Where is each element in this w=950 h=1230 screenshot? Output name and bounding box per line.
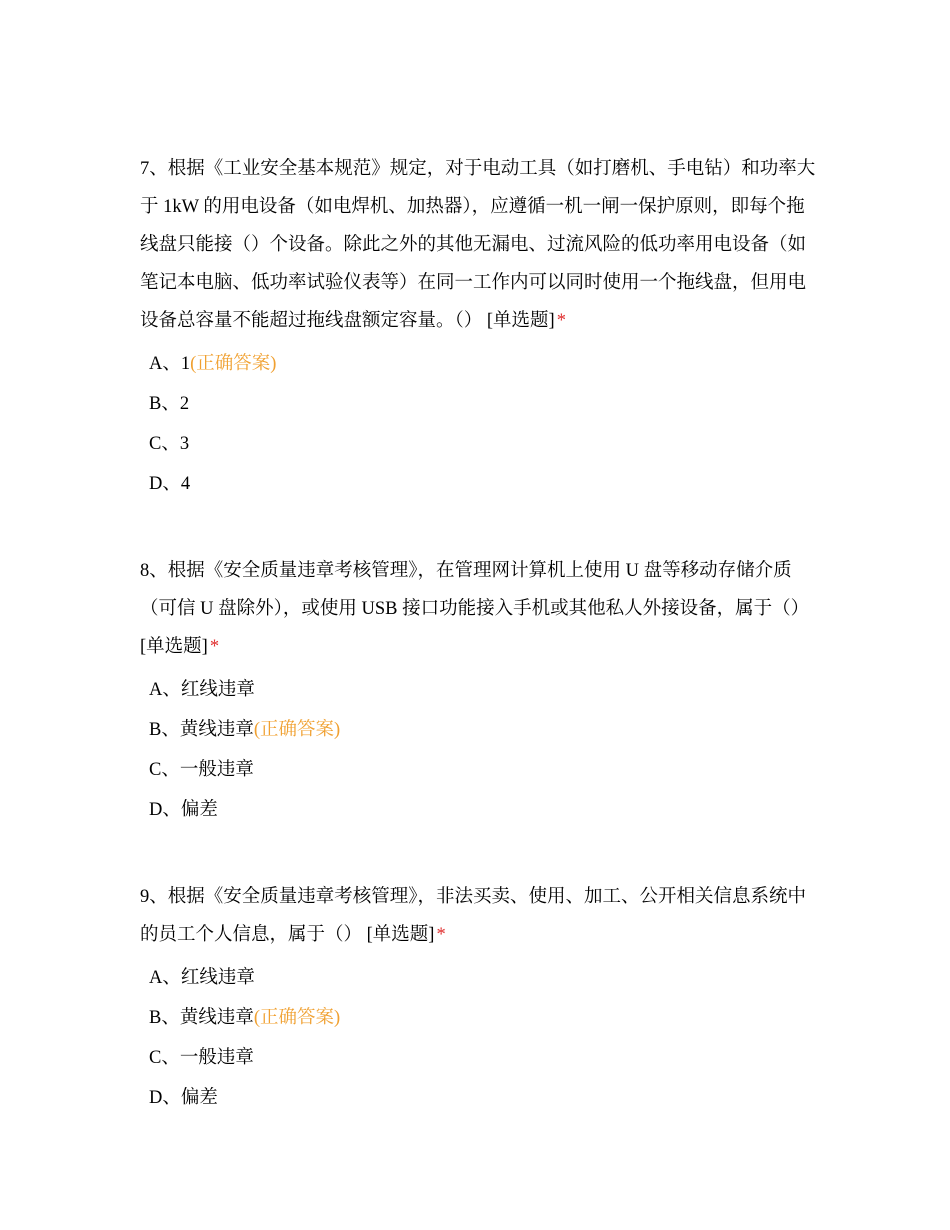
option-d[interactable] [140,790,820,830]
option-list [140,344,820,504]
survey-page [140,150,820,1166]
required-mark: * [436,925,446,945]
question-stem: 7、根据《工业安全基本规范》规定，对于电动工具（如打磨机、手电钻）和功率大于 1kW 的用电设备（如电焊机、加热器），应遵循一机一闸一保护原则，即每个拖线盘只能接（）个设备。除此之外的其他无漏电、过流风险的低功率用电设备（如笔记本电脑、低功率试验仪表等）在同一工作内可以同时使用一个拖线盘，但用电设备总容量不能超过拖线盘额定容量。（） [140,159,816,331]
option-a[interactable] [140,670,820,710]
option-b[interactable] [140,710,820,750]
option-label: D、4 [149,474,191,494]
option-label: D、偏差 [149,800,218,820]
correct-answer-tag: (正确答案) [190,354,277,374]
required-mark: * [556,311,566,331]
option-label: A、红线违章 [149,680,255,700]
option-list [140,958,820,1118]
question-stem: 8、根据《安全质量违章考核管理》，在管理网计算机上使用 U 盘等移动存储介质（可信 U 盘除外），或使用 USB 接口功能接入手机或其他私人外接设备，属于（） [140,561,810,619]
option-d[interactable] [140,1078,820,1118]
option-label: A、1 [149,354,191,374]
question-type-label: [单选题] [366,925,435,945]
question-9 [140,878,820,1118]
correct-answer-tag: (正确答案) [253,1008,341,1028]
question-stem: 9、根据《安全质量违章考核管理》，非法买卖、使用、加工、公开相关信息系统中的员工个人信息，属于（） [140,887,807,945]
option-label: B、黄线违章 [149,720,254,740]
option-a[interactable] [140,344,820,384]
option-label: C、一般违章 [149,760,254,780]
option-label: C、一般违章 [149,1048,254,1068]
option-label: C、3 [149,434,190,454]
option-label: B、2 [149,394,190,414]
question-type-label: [单选题] [140,637,208,657]
option-a[interactable] [140,958,820,998]
question-7 [140,150,820,504]
required-mark: * [209,637,220,657]
option-b[interactable] [140,384,820,424]
option-label: B、黄线违章 [149,1008,254,1028]
question-type-label: [单选题] [486,311,555,331]
option-d[interactable] [140,464,820,504]
option-b[interactable] [140,998,820,1038]
option-c[interactable] [140,424,820,464]
option-c[interactable] [140,1038,820,1078]
question-text [140,878,820,954]
question-text [140,150,820,340]
question-8 [140,552,820,830]
option-label: D、偏差 [149,1088,218,1108]
question-text [140,552,820,666]
option-c[interactable] [140,750,820,790]
option-label: A、红线违章 [149,968,255,988]
correct-answer-tag: (正确答案) [253,720,341,740]
option-list [140,670,820,830]
